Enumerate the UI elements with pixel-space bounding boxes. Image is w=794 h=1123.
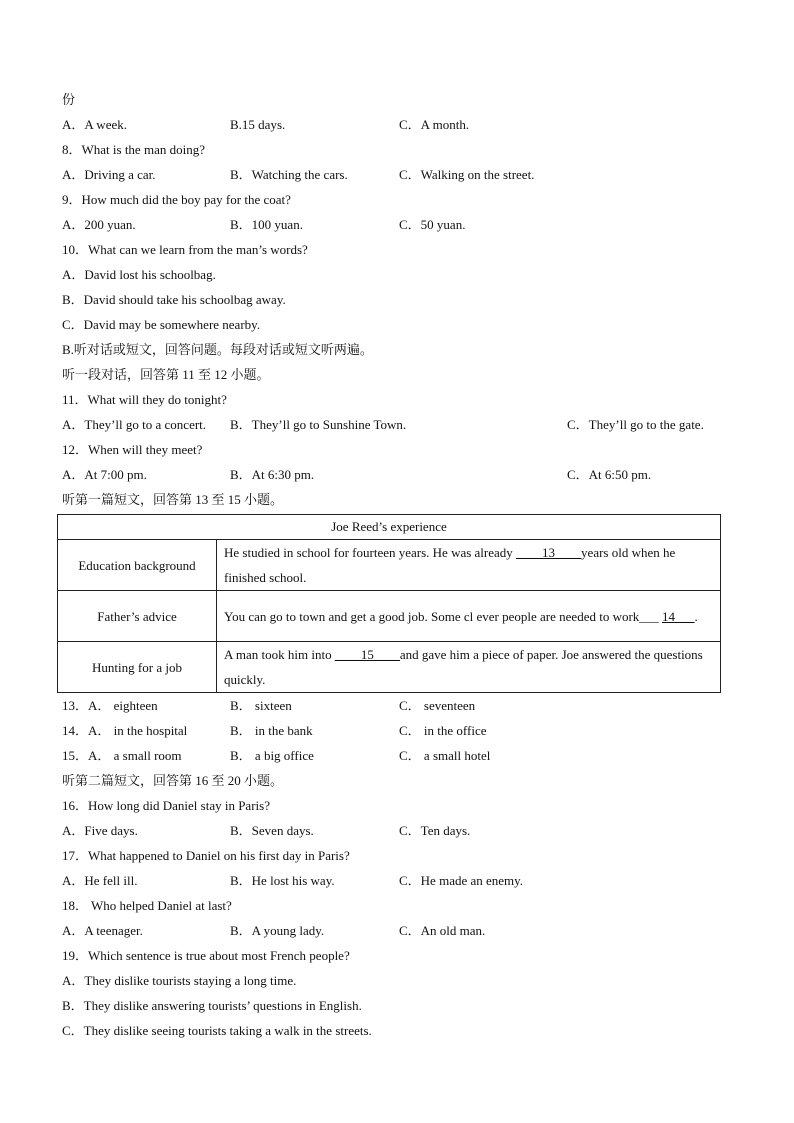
- top-fragment: 份: [62, 92, 76, 107]
- row-label-education: Education background: [58, 540, 217, 591]
- q9-option-a: A．200 yuan.: [62, 217, 136, 232]
- q16-option-c: C．Ten days.: [399, 823, 471, 838]
- row-label-hunting: Hunting for a job: [58, 642, 217, 693]
- q18-option-b: B．A young lady.: [230, 923, 325, 938]
- q14-option-b: B． in the bank: [230, 723, 313, 738]
- q10-option-b: B．David should take his schoolbag away.: [62, 292, 286, 307]
- q8-option-b: B．Watching the cars.: [230, 167, 348, 182]
- experience-table: [57, 514, 721, 693]
- q16-option-b: B．Seven days.: [230, 823, 314, 838]
- q13-option-c: C． seventeen: [399, 698, 476, 713]
- q12-option-a: A．At 7:00 pm.: [62, 467, 147, 482]
- q19-option-a: A．They dislike tourists staying a long time.: [62, 973, 297, 988]
- q15-option-c: C． a small hotel: [399, 748, 491, 763]
- q10-option-c: C．David may be somewhere nearby.: [62, 317, 261, 332]
- q8-option-c: C．Walking on the street.: [399, 167, 535, 182]
- q9-option-b: B．100 yuan.: [230, 217, 303, 232]
- q15-options: [62, 746, 732, 771]
- q11-question: 11．What will they do tonight?: [62, 392, 227, 407]
- q11-options: [62, 415, 732, 440]
- q11-option-a: A．They’ll go to a concert.: [62, 417, 207, 432]
- q13-options: [62, 696, 732, 721]
- q19-question: 19．Which sentence is true about most French people?: [62, 948, 350, 963]
- q10-question: 10．What can we learn from the man’s words?: [62, 242, 308, 257]
- q7-option-a: A．A week.: [62, 117, 127, 132]
- q18-question: 18． Who helped Daniel at last?: [62, 898, 232, 913]
- q16-option-a: A．Five days.: [62, 823, 138, 838]
- q10-option-a: A．David lost his schoolbag.: [62, 267, 216, 282]
- dialogue-intro: 听一段对话，回答第 11 至 12 小题。: [62, 367, 270, 382]
- q8-question: 8．What is the man doing?: [62, 142, 205, 157]
- q19-option-c: C．They dislike seeing tourists taking a walk in the streets.: [62, 1023, 372, 1038]
- blank-15: ____15____: [334, 647, 400, 662]
- row-content-advice: You can go to town and get a good job. Some cl ever people are needed to work___ 14___.: [217, 591, 721, 642]
- table-row: [58, 540, 721, 591]
- q13-option-a: 13．A． eighteen: [62, 698, 158, 713]
- q14-option-c: C． in the office: [399, 723, 487, 738]
- q18-option-c: C．An old man.: [399, 923, 486, 938]
- row-content-education: He studied in school for fourteen years. He was already ____13____years old when he finished school.: [217, 540, 721, 591]
- row-label-advice: Father’s advice: [58, 591, 217, 642]
- q9-option-c: C．50 yuan.: [399, 217, 466, 232]
- q13-option-b: B． sixteen: [230, 698, 292, 713]
- q9-options: [62, 215, 732, 240]
- q14-option-a: 14．A． in the hospital: [62, 723, 188, 738]
- passage1-intro: 听第一篇短文，回答第 13 至 15 小题。: [62, 492, 284, 507]
- q18-option-a: A．A teenager.: [62, 923, 143, 938]
- q12-question: 12．When will they meet?: [62, 442, 203, 457]
- blank-13: ____13____: [516, 545, 582, 560]
- q16-options: [62, 821, 732, 846]
- q17-question: 17．What happened to Daniel on his first day in Paris?: [62, 848, 350, 863]
- row-content-hunting: A man took him into ____15____and gave him a piece of paper. Joe answered the questions quickly.: [217, 642, 721, 693]
- q7-options: [62, 115, 732, 140]
- q15-option-b: B． a big office: [230, 748, 314, 763]
- q11-option-c: C．They’ll go to the gate.: [567, 417, 704, 432]
- q9-question: 9．How much did the boy pay for the coat?: [62, 192, 291, 207]
- q7-option-b: B.15 days.: [230, 117, 286, 132]
- q16-question: 16．How long did Daniel stay in Paris?: [62, 798, 270, 813]
- q17-option-b: B．He lost his way.: [230, 873, 335, 888]
- table-row: [58, 591, 721, 642]
- q8-options: [62, 165, 732, 190]
- passage2-intro: 听第二篇短文，回答第 16 至 20 小题。: [62, 773, 284, 788]
- q8-option-a: A．Driving a car.: [62, 167, 156, 182]
- document-page: [62, 90, 732, 1046]
- q17-option-a: A．He fell ill.: [62, 873, 138, 888]
- q7-option-c: C．A month.: [399, 117, 470, 132]
- section-b-heading: B.听对话或短文，回答问题。每段对话或短文听两遍。: [62, 342, 373, 357]
- q15-option-a: 15．A． a small room: [62, 748, 182, 763]
- q14-options: [62, 721, 732, 746]
- q17-options: [62, 871, 732, 896]
- q18-options: [62, 921, 732, 946]
- q19-option-b: B．They dislike answering tourists’ questions in English.: [62, 998, 362, 1013]
- q12-option-c: C．At 6:50 pm.: [567, 467, 652, 482]
- q17-option-c: C．He made an enemy.: [399, 873, 524, 888]
- blank-14: 14___: [662, 608, 695, 624]
- table-title: Joe Reed’s experience: [58, 515, 721, 540]
- q12-options: [62, 465, 732, 490]
- q12-option-b: B．At 6:30 pm.: [230, 467, 315, 482]
- table-row: [58, 642, 721, 693]
- q11-option-b: B．They’ll go to Sunshine Town.: [230, 417, 407, 432]
